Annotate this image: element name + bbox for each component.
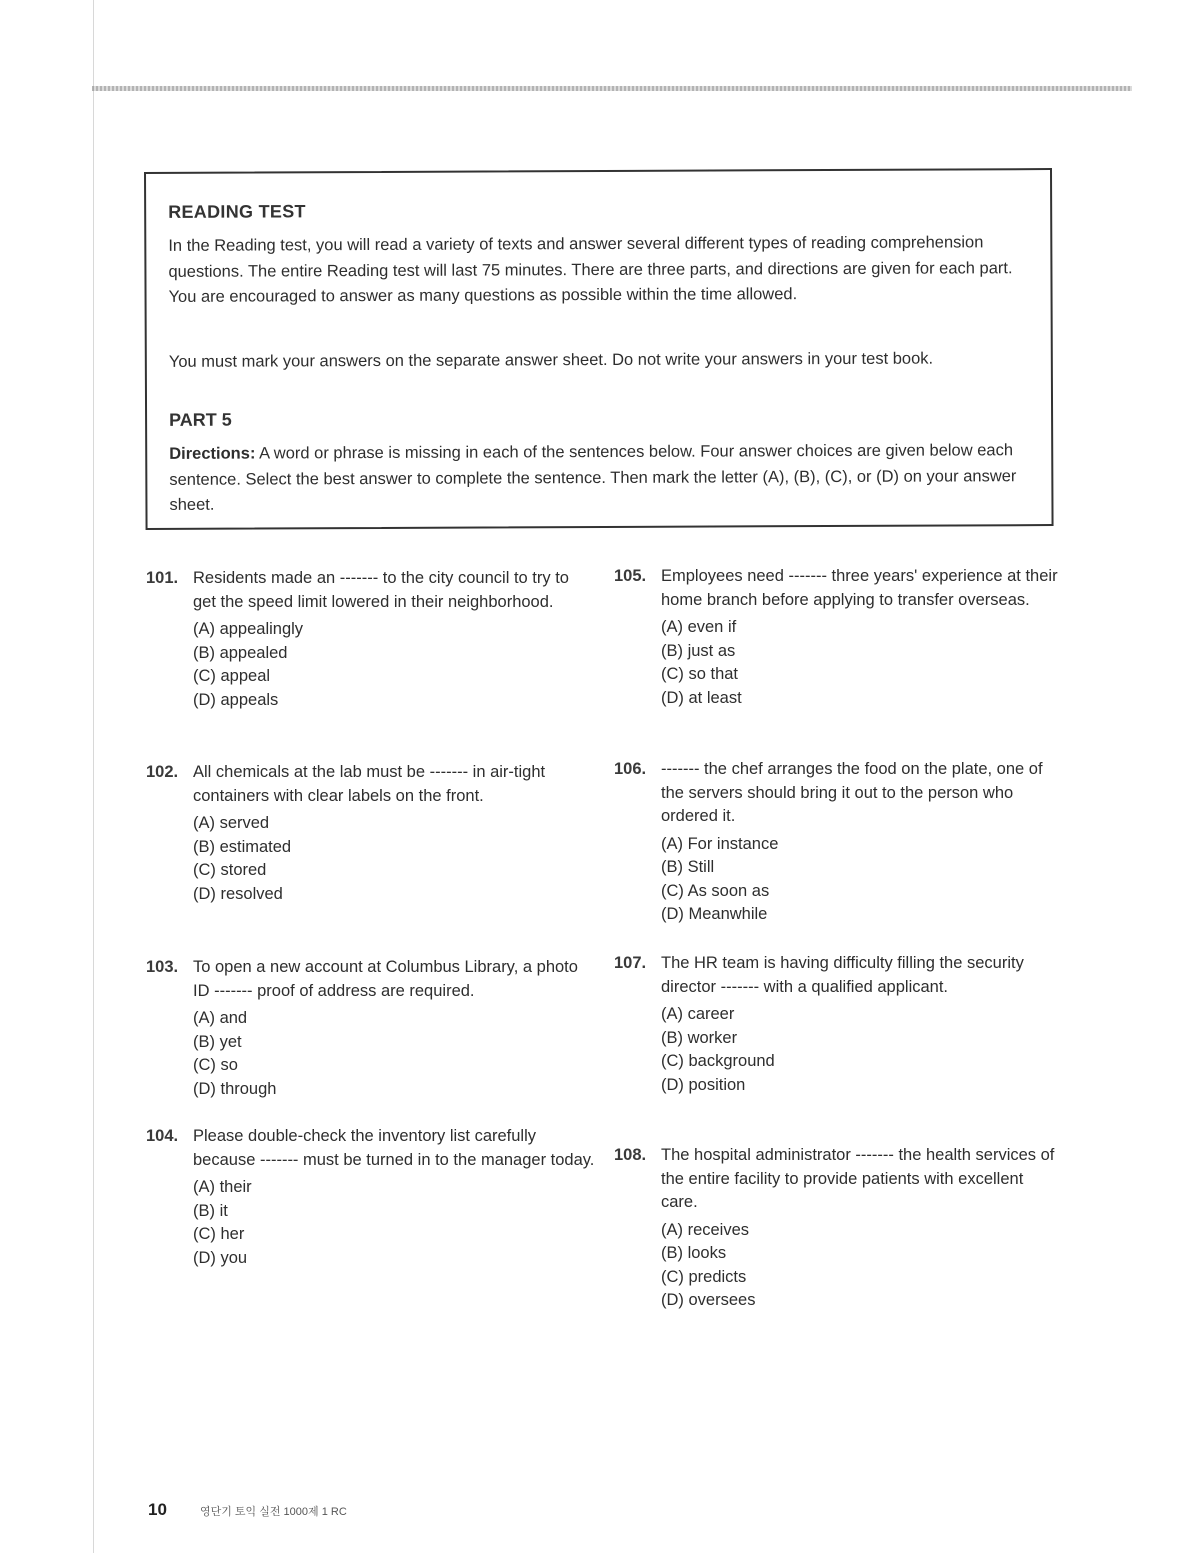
part-title: PART 5 (169, 409, 232, 430)
option-d: (D) at least (661, 688, 742, 707)
question-text: All chemicals at the lab must be ------- in air-tight containers with clear labels on the front. (193, 763, 546, 805)
question-number: 103. (146, 958, 179, 976)
question-number: 101. (146, 569, 179, 587)
question-text: Residents made an ------- to the city council to try to get the speed limit lowered in their neighborhood. (193, 569, 569, 611)
question-text: Employees need ------- three years' experience at their home branch before applying to transfer overseas. (661, 567, 1058, 609)
page-number: 10 (148, 1500, 167, 1519)
option-a: (A) served (193, 814, 270, 832)
option-b: (B) appealed (193, 643, 288, 662)
question-text: The hospital administrator ------- the health services of the entire facility to provide patients with excellent care. (661, 1146, 1055, 1211)
option-b: (B) just as (661, 641, 736, 660)
question-106 (614, 758, 1064, 927)
scan-edge-shadow (93, 0, 94, 1553)
option-a: (A) their (193, 1178, 252, 1196)
directions-text: A word or phrase is missing in each of the sentences below. Four answer choices are given below each sentence. Select the best answer to complete the sentence. Then mark the letter (A), (B), (C), or (D) on your answer sheet. (169, 441, 1017, 514)
question-104 (146, 1125, 596, 1270)
question-101 (146, 567, 596, 712)
option-b: (B) yet (193, 1032, 242, 1051)
option-c: (C) appeal (193, 667, 271, 685)
directions-label: Directions: (169, 444, 256, 463)
question-text: ------- the chef arranges the food on the plate, one of the servers should bring it out to the person who ordered it. (661, 760, 1043, 825)
option-a: (A) receives (661, 1220, 750, 1239)
reading-test-description: In the Reading test, you will read a variety of texts and answer several different types of reading comprehension questions. The entire Reading test will last 75 minutes. There are three parts, and directions are given for each part. You are encouraged to answer as many questions as possible within the time allowed. (168, 233, 1013, 306)
option-d: (D) oversees (661, 1291, 756, 1309)
question-number: 107. (614, 954, 647, 972)
option-a: (A) appealingly (193, 620, 304, 638)
question-number: 108. (614, 1146, 647, 1164)
option-c: (C) As soon as (661, 881, 770, 900)
question-text: The HR team is having difficulty filling the security director ------- with a qualified applicant. (661, 954, 1024, 996)
header-rule (92, 86, 1132, 91)
option-d: (D) resolved (193, 884, 283, 903)
option-a: (A) and (193, 1009, 248, 1027)
question-102 (146, 761, 596, 906)
question-number: 105. (614, 567, 647, 585)
question-number: 104. (146, 1127, 179, 1145)
question-108 (614, 1144, 1064, 1313)
option-c: (C) so that (661, 665, 739, 683)
option-d: (D) through (193, 1079, 277, 1098)
option-d: (D) position (661, 1075, 746, 1094)
option-a: (A) career (661, 1005, 735, 1023)
option-b: (B) Still (661, 858, 715, 876)
question-103 (146, 956, 596, 1101)
reading-test-title: READING TEST (168, 201, 306, 222)
option-b: (B) looks (661, 1244, 727, 1262)
question-text: Please double-check the inventory list carefully because ------- must be turned in to the manager today. (193, 1127, 595, 1169)
question-text: To open a new account at Columbus Library, a photo ID ------- proof of address are required. (193, 958, 578, 1000)
option-d: (D) appeals (193, 690, 279, 709)
option-d: (D) you (193, 1248, 248, 1267)
question-105 (614, 565, 1064, 710)
book-title: 영단기 토익 실전 1000제 1 RC (200, 1506, 347, 1518)
reading-test-instructions-box (144, 168, 1054, 530)
option-c: (C) background (661, 1052, 775, 1070)
option-b: (B) it (193, 1201, 228, 1220)
option-c: (C) predicts (661, 1267, 747, 1286)
option-b: (B) estimated (193, 837, 292, 856)
part-directions (169, 438, 1029, 518)
option-a: (A) For instance (661, 834, 779, 853)
option-b: (B) worker (661, 1028, 738, 1047)
question-number: 102. (146, 763, 179, 781)
option-c: (C) so (193, 1056, 238, 1074)
question-number: 106. (614, 760, 647, 778)
option-c: (C) her (193, 1225, 245, 1243)
question-107 (614, 952, 1064, 1097)
option-a: (A) even if (661, 618, 737, 636)
option-c: (C) stored (193, 861, 267, 879)
option-d: (D) Meanwhile (661, 905, 768, 923)
answer-sheet-instruction: You must mark your answers on the separate answer sheet. Do not write your answers in your test book. (168, 349, 934, 371)
